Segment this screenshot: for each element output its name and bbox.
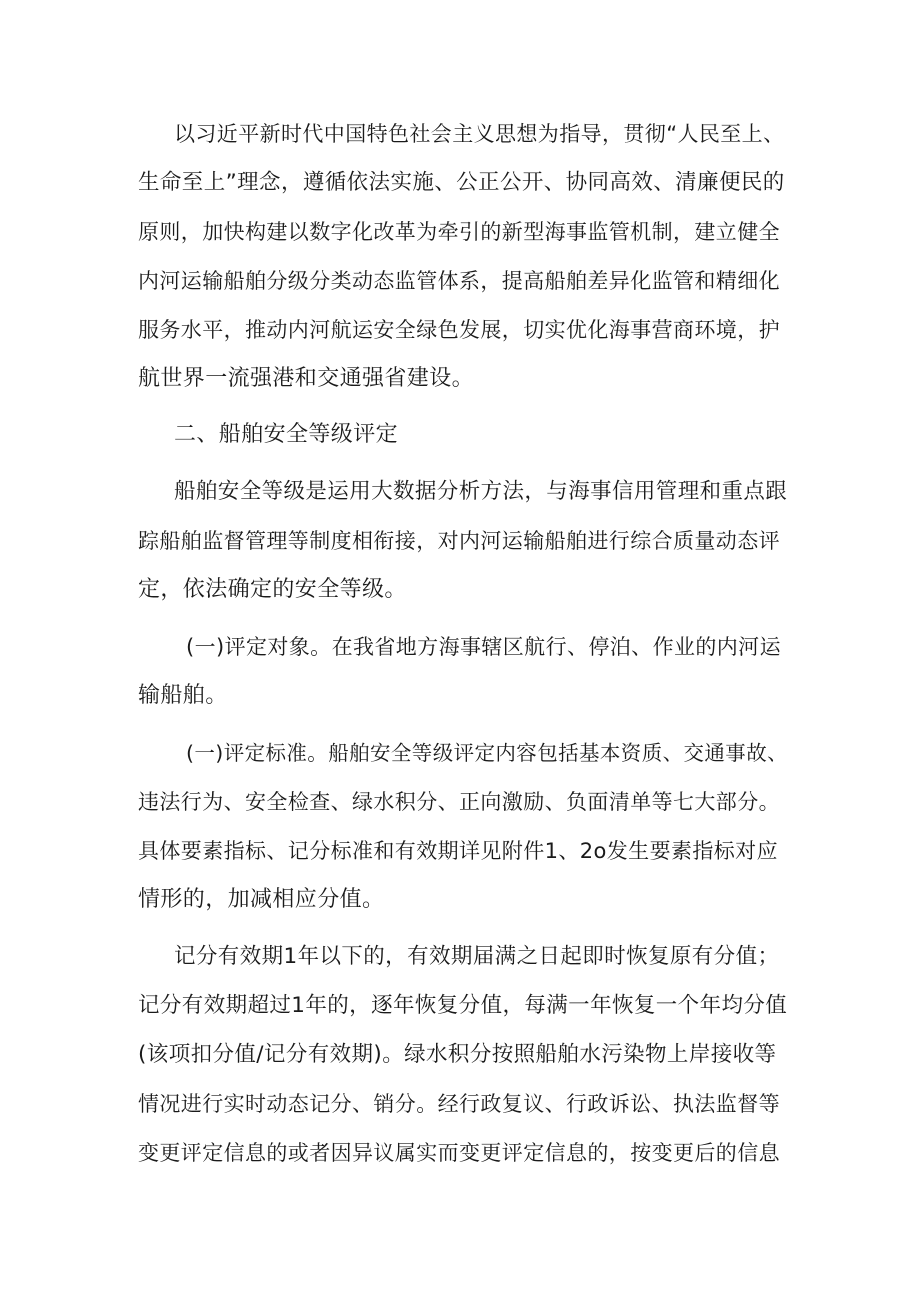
section-heading: 二、船舶安全等级评定 xyxy=(174,422,399,447)
paragraph-5-line-2: 记分有效期超过1年的，逐年恢复分值，每满一年恢复一个年均分值 xyxy=(138,993,788,1018)
paragraph-4-line-4: 情形的，加减相应分值。 xyxy=(138,887,385,912)
paragraph-1-line-4: 内河运输船舶分级分类动态监管体系，提高船舶差异化监管和精细化 xyxy=(138,269,780,293)
paragraph-1-line-2: 生命至上”理念，遵循依法实施、公正公开、协同高效、清廉便民的 xyxy=(138,170,785,195)
paragraph-4-line-3: 具体要素指标、记分标准和有效期详见附件1、2o发生要素指标对应 xyxy=(138,839,778,863)
paragraph-1-line-5: 服务水平，推动内河航运安全绿色发展，切实优化海事营商环境，护 xyxy=(138,318,780,342)
paragraph-1-line-1: 以习近平新时代中国特色社会主义思想为指导，贯彻“人民至上、 xyxy=(174,122,785,146)
paragraph-1-line-6: 航世界一流强港和交通强省建设。 xyxy=(138,366,475,391)
paragraph-5-line-4: 情况进行实时动态记分、销分。经行政复议、行政诉讼、执法监督等 xyxy=(138,1092,780,1116)
paragraph-1-line-3: 原则，加快构建以数字化改革为牵引的新型海事监管机制，建立健全 xyxy=(138,220,780,244)
paragraph-5-line-3: (该项扣分值/记分有效期)。绿水积分按照船舶水污染物上岸接收等 xyxy=(138,1042,777,1067)
paragraph-2-line-1: 船舶安全等级是运用大数据分析方法，与海事信用管理和重点跟 xyxy=(174,479,788,504)
paragraph-2-line-2: 踪船舶监督管理等制度相衔接，对内河运输船舶进行综合质量动态评 xyxy=(138,529,780,553)
paragraph-5-line-5: 变更评定信息的或者因异议属实而变更评定信息的，按变更后的信息 xyxy=(138,1141,780,1165)
paragraph-4-line-1: (一)评定标准。船舶安全等级评定内容包括基本资质、交通事故、 xyxy=(186,741,788,765)
paragraph-3-line-1: (一)评定对象。在我省地方海事辖区航行、停泊、作业的内河运 xyxy=(186,635,781,659)
paragraph-5-line-1: 记分有效期1年以下的，有效期届满之日起即时恢复原有分值； xyxy=(174,944,780,969)
paragraph-4-line-2: 违法行为、安全检查、绿水积分、正向激励、负面清单等七大部分。 xyxy=(138,790,780,814)
paragraph-3-line-2: 输船舶。 xyxy=(138,683,228,708)
paragraph-2-line-3: 定，依法确定的安全等级。 xyxy=(138,577,407,602)
